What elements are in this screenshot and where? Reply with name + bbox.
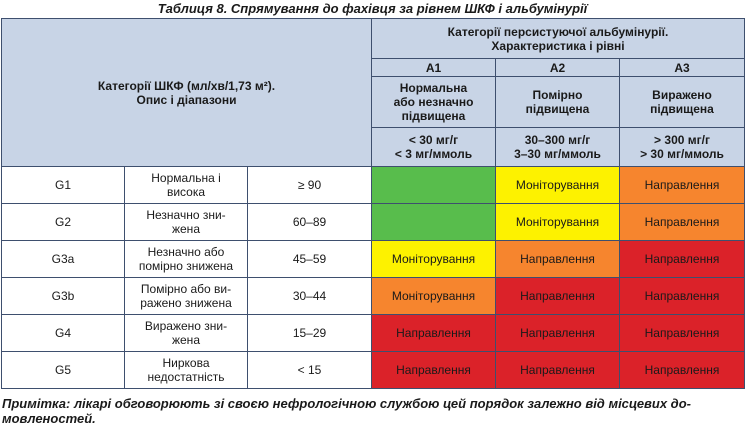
gfr-desc-line: жена [171, 222, 200, 236]
alb-desc-line: Помірно [532, 88, 583, 102]
gfr-code: G3a [2, 241, 125, 278]
alb-range-line: < 30 мг/г [408, 133, 459, 147]
referral-table [1, 18, 745, 389]
gfr-code: G4 [2, 315, 125, 352]
alb-code-a1: A1 [372, 59, 496, 77]
table-row [2, 315, 745, 352]
albuminuria-header-cell [372, 19, 745, 59]
risk-cell: Направлення [496, 352, 620, 389]
alb-range-a2 [496, 128, 620, 167]
alb-desc-line: Виражено [652, 88, 712, 102]
risk-cell: Направлення [620, 315, 745, 352]
gfr-header-cell [2, 19, 372, 167]
gfr-code: G5 [2, 352, 125, 389]
table-row [2, 204, 745, 241]
alb-desc-a2 [496, 77, 620, 128]
gfr-desc [125, 278, 248, 315]
albuminuria-header-subtitle: Характеристика і рівні [491, 38, 625, 53]
alb-desc-line: підвищена [650, 102, 714, 116]
gfr-range: 60–89 [248, 204, 372, 241]
albuminuria-header-title: Категорії персистуючої альбумінурії. [447, 24, 669, 39]
risk-cell [372, 167, 496, 204]
risk-cell: Направлення [372, 315, 496, 352]
gfr-code: G2 [2, 204, 125, 241]
gfr-range: 45–59 [248, 241, 372, 278]
alb-range-line: 3–30 мг/ммоль [514, 147, 601, 161]
alb-desc-line: підвищена [401, 109, 466, 123]
risk-cell: Моніторування [496, 167, 620, 204]
alb-range-a3 [620, 128, 745, 167]
gfr-desc-line: Ниркова [162, 356, 210, 370]
risk-cell: Направлення [620, 167, 745, 204]
gfr-range: 30–44 [248, 278, 372, 315]
gfr-desc-line: Помірно або ви- [140, 282, 232, 296]
gfr-range: < 15 [248, 352, 372, 389]
gfr-desc-line: ражено знижена [140, 296, 232, 310]
risk-cell: Моніторування [372, 241, 496, 278]
risk-cell: Направлення [620, 352, 745, 389]
table-caption: Таблиця 8. Спрямування до фахівця за рівнем ШКФ і альбумінурії [157, 1, 588, 16]
gfr-desc-line: висока [166, 185, 206, 199]
alb-code-a3: A3 [620, 59, 745, 77]
gfr-code: G3b [2, 278, 125, 315]
gfr-desc-line: Незначно або [147, 245, 225, 259]
table-row [2, 167, 745, 204]
alb-code-a2: A2 [496, 59, 620, 77]
gfr-desc-line: жена [171, 333, 200, 347]
alb-range-line: 30–300 мг/г [524, 133, 591, 147]
gfr-header-title: Категорії ШКФ (мл/хв/1,73 м²). [97, 78, 276, 93]
gfr-desc [125, 241, 248, 278]
footnote: Примітка: лікарі обговорюють зі своєю нефрологічною службою цей порядок залежно від місцевих до-мовленостей. [2, 396, 691, 426]
gfr-desc-line: помірно знижена [138, 259, 234, 273]
gfr-desc-line: недостатність [147, 370, 225, 384]
table-row [2, 352, 745, 389]
alb-range-line: > 300 мг/г [654, 133, 710, 147]
alb-desc-line: або незначно [393, 95, 474, 109]
gfr-range: ≥ 90 [248, 167, 372, 204]
risk-cell: Направлення [496, 278, 620, 315]
gfr-desc [125, 315, 248, 352]
gfr-desc [125, 204, 248, 241]
alb-desc-a3 [620, 77, 745, 128]
gfr-desc-line: Виражено зни- [144, 319, 228, 333]
gfr-range: 15–29 [248, 315, 372, 352]
alb-range-line: < 3 мг/ммоль [394, 147, 473, 161]
gfr-desc-line: Незначно зни- [146, 208, 226, 222]
alb-desc-line: Нормальна [399, 81, 468, 95]
gfr-desc-line: Нормальна і [151, 171, 221, 185]
alb-desc-a1 [372, 77, 496, 128]
table-row [2, 278, 745, 315]
risk-cell: Направлення [620, 241, 745, 278]
risk-cell [372, 204, 496, 241]
gfr-desc [125, 352, 248, 389]
gfr-code: G1 [2, 167, 125, 204]
alb-range-line: > 30 мг/ммоль [640, 147, 724, 161]
table-row [2, 241, 745, 278]
risk-cell: Направлення [496, 241, 620, 278]
alb-desc-line: підвищена [525, 102, 590, 116]
risk-cell: Направлення [496, 315, 620, 352]
gfr-header-subtitle: Опис і діапазони [136, 92, 237, 107]
risk-cell: Направлення [372, 352, 496, 389]
risk-cell: Направлення [620, 278, 745, 315]
risk-cell: Моніторування [372, 278, 496, 315]
risk-cell: Моніторування [496, 204, 620, 241]
alb-range-a1 [372, 128, 496, 167]
risk-cell: Направлення [620, 204, 745, 241]
gfr-desc [125, 167, 248, 204]
